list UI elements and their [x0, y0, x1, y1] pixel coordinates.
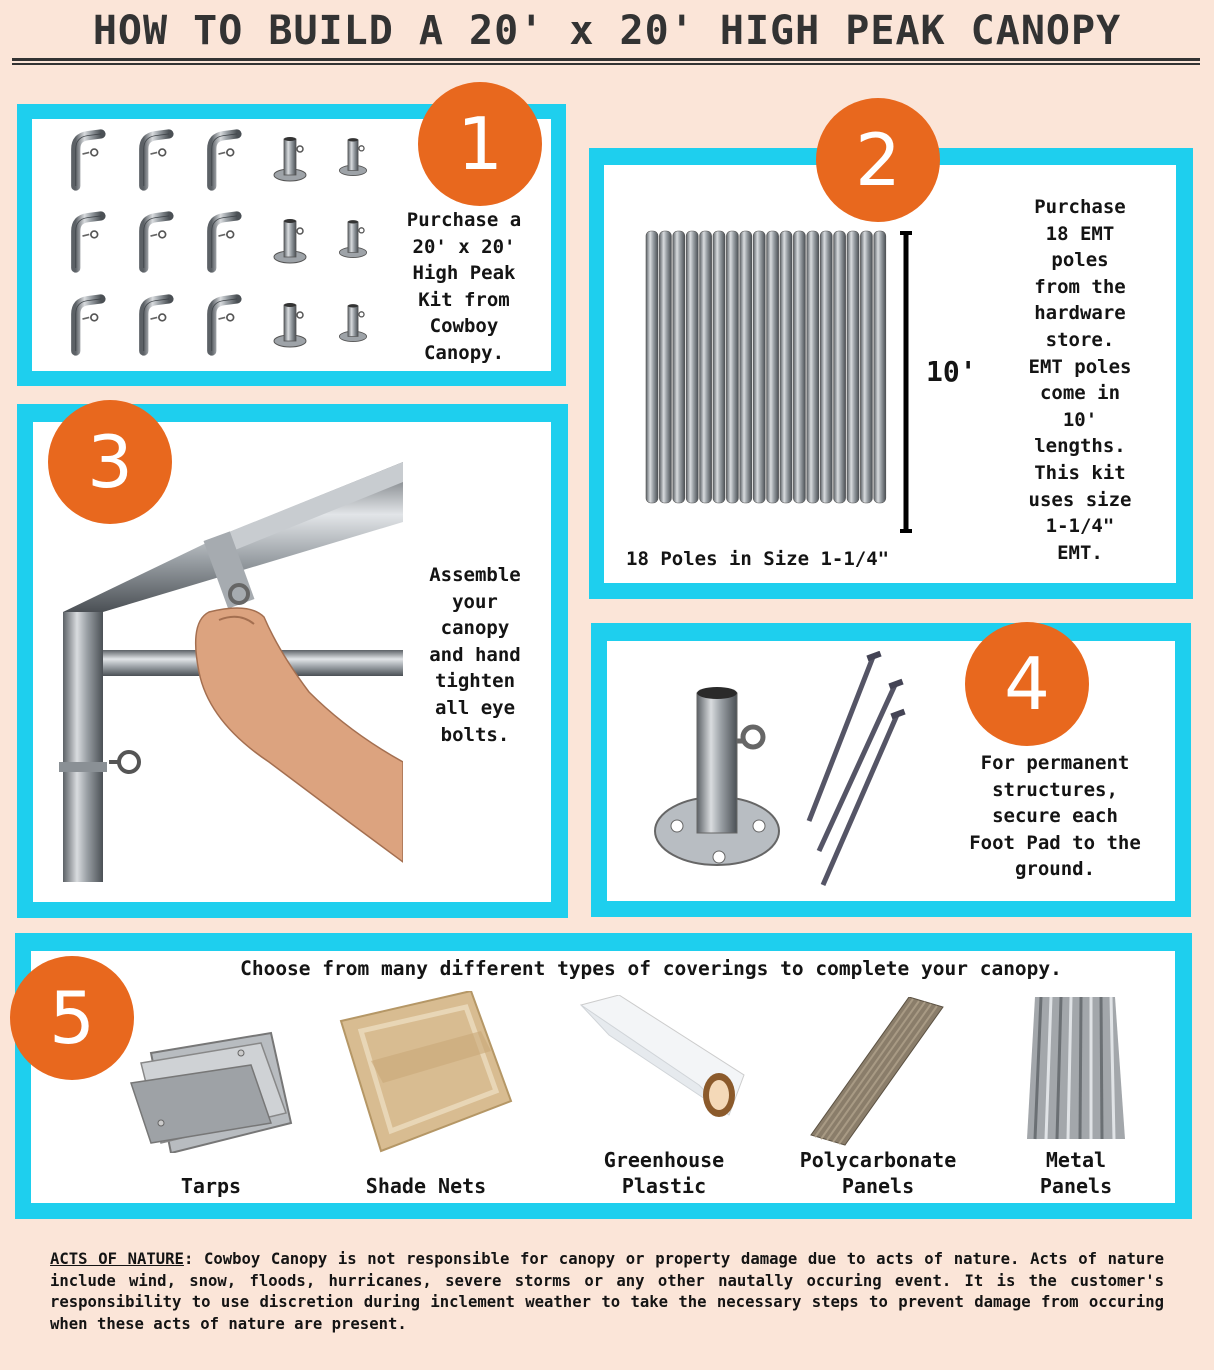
pole-length-label: 10' — [926, 355, 977, 388]
step-2-text: Purchase 18 EMT poles from the hardware store. EMT poles come in 10' lengths. This kit uses size 1-1/4" EMT. — [1028, 196, 1132, 564]
plastic-roll-icon — [579, 995, 749, 1125]
emt-pole — [659, 231, 671, 503]
page-title: HOW TO BUILD A 20' x 20' HIGH PEAK CANOPY — [92, 8, 1122, 54]
poles-caption: 18 Poles in Size 1-1/4" — [626, 548, 890, 570]
title-underline — [12, 58, 1200, 61]
covering-label-tarps: Tarps — [180, 1174, 242, 1198]
emt-pole — [673, 231, 685, 503]
kit-parts-icon — [54, 129, 384, 369]
eye-bolt-assembly-icon — [49, 462, 403, 882]
polycarbonate-panel-icon — [809, 997, 949, 1147]
emt-pole — [686, 231, 698, 503]
emt-pole — [767, 231, 779, 503]
step-4-badge: 4 — [965, 622, 1089, 746]
covering-label-polycarbonate-panels: Polycarbonate Panels — [799, 1148, 957, 1198]
step-5-badge: 5 — [10, 956, 134, 1080]
step-5-heading: Choose from many different types of coverings to complete your canopy. — [240, 957, 1062, 980]
step-5-content — [31, 951, 1175, 1203]
step-4-content — [607, 641, 1175, 901]
ground-stakes-icon — [787, 651, 907, 891]
emt-pole — [874, 231, 886, 503]
emt-pole — [646, 231, 658, 503]
emt-pole — [793, 231, 805, 503]
emt-pole — [847, 231, 859, 503]
step-4-panel — [591, 623, 1191, 917]
emt-pole — [860, 231, 872, 503]
step-5-panel — [15, 933, 1192, 1219]
disclaimer-text: : Cowboy Canopy is not responsible for canopy or property damage due to acts of nature. Acts of nature include wind, snow, floods, hurricanes, severe storms or any other nautally occuring event. It is the customer's responsibility to use discretion during inclement weather to take the necessary steps to prevent damage from occuring when these acts of nature are present. — [50, 1250, 1164, 1333]
covering-label-shade-nets: Shade Nets — [365, 1174, 487, 1198]
tarp-icon — [121, 1003, 301, 1153]
emt-pole — [834, 231, 846, 503]
metal-panel-icon — [1027, 997, 1127, 1142]
emt-pole — [726, 231, 738, 503]
step-3-text: Assemble your canopy and hand tighten all eye bolts. — [429, 564, 521, 746]
step-2-badge: 2 — [816, 98, 940, 222]
step-1-badge: 1 — [418, 82, 542, 206]
step-2-content — [604, 165, 1176, 583]
covering-label-metal-panels: Metal Panels — [1039, 1148, 1113, 1198]
shade-net-icon — [331, 991, 521, 1156]
emt-pole — [740, 231, 752, 503]
emt-pole — [700, 231, 712, 503]
emt-poles-icon — [640, 225, 900, 510]
step-1-text: Purchase a 20' x 20' High Peak Kit from Cowboy Canopy. — [406, 209, 522, 364]
step-3-badge: 3 — [48, 400, 172, 524]
step-4-text: For permanent structures, secure each Foot Pad to the ground. — [969, 752, 1141, 881]
emt-pole — [713, 231, 725, 503]
disclaimer — [50, 1249, 1164, 1335]
title-underline-2 — [12, 63, 1200, 65]
covering-label-greenhouse-plastic: Greenhouse Plastic — [603, 1148, 725, 1198]
emt-pole — [820, 231, 832, 503]
emt-pole — [807, 231, 819, 503]
emt-pole — [753, 231, 765, 503]
length-marker-icon — [896, 231, 916, 535]
emt-pole — [780, 231, 792, 503]
disclaimer-heading: ACTS OF NATURE — [50, 1250, 184, 1268]
